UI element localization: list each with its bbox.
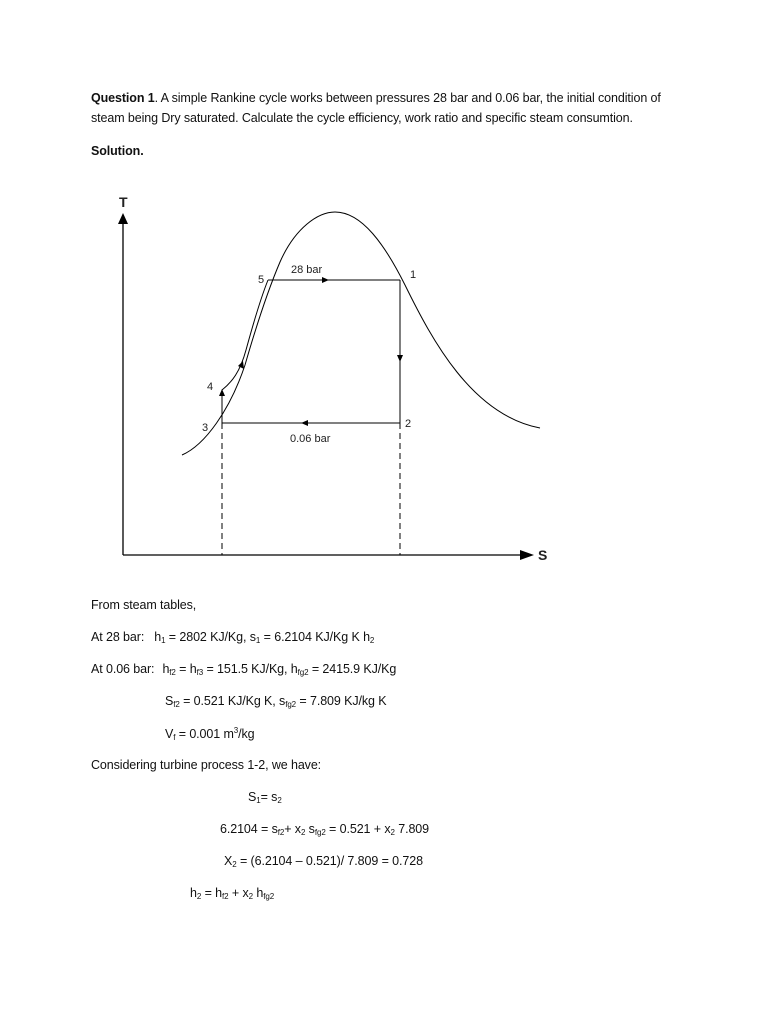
considering-text: Considering turbine process 1-2, we have: (91, 758, 322, 772)
question-text-1: . A simple Rankine cycle works between pressures 28 bar and 0.06 bar, the initial condition of (154, 91, 661, 105)
point-3-label: 3 (202, 422, 209, 434)
t-axis-arrow (118, 213, 128, 224)
at-28-bar-line: At 28 bar: $h_1 = 2802$ KJ/Kg, $s_1 = 6.2104$ KJ/Kg K $h_2$ (91, 630, 375, 645)
solution-label: Solution. (91, 144, 144, 158)
s-axis-label: S (538, 547, 548, 563)
arrow-4-5 (238, 361, 244, 369)
point-1-label: 1 (410, 269, 417, 281)
saturation-dome (182, 212, 540, 455)
process-4-5 (222, 280, 268, 390)
pressure-high-label: 28 bar (291, 264, 323, 276)
at-28-bar-label: At 28 bar: (91, 630, 145, 644)
pressure-low-label: 0.06 bar (290, 433, 331, 445)
point-5-label: 5 (258, 274, 265, 286)
equation-dryness-fraction: $X_2 = (6.2104 - 0.521)/$ 7.809 = 0.728 (224, 854, 423, 869)
arrow-1-2 (397, 355, 403, 362)
equation-enthalpy-h2: $h_2 = h_{f2} + x_2$ $h_{fg2}$ (190, 886, 275, 901)
at-006-bar-line: At 0.06 bar: $h_{f2} = h_{f3} = 151.5$ KJ/Kg, $h_{fg2} = 2415.9$ KJ/Kg (91, 662, 397, 677)
arrow-2-3 (301, 420, 308, 426)
arrow-5-1 (322, 277, 329, 283)
equation-s1-s2: $S_1= s_2$ (248, 790, 282, 805)
question-label: Question 1 (91, 91, 155, 105)
point-2-label: 2 (405, 418, 412, 430)
t-axis-label: T (119, 194, 128, 210)
entropy-line: $S_{f2} = 0.521$ KJ/Kg K, $s_{fg2} = 7.809$ KJ/kg K (165, 694, 387, 709)
arrow-3-4 (219, 389, 225, 396)
s-axis-arrow (520, 550, 534, 560)
equation-entropy-balance: $6.2104 = s_{f2}+ x_2$ $s_{fg2} = 0.521 + x_2$ 7.809 (220, 822, 430, 837)
volume-line: $V_f = 0.001$ $m^3/kg$ (165, 726, 255, 742)
point-4-label: 4 (207, 381, 214, 393)
from-tables-text: From steam tables, (91, 598, 197, 612)
at-006-bar-label: At 0.06 bar: (91, 662, 155, 676)
question-line-2: steam being Dry saturated. Calculate the cycle efficiency, work ratio and specific steam consumtion. (91, 111, 633, 125)
